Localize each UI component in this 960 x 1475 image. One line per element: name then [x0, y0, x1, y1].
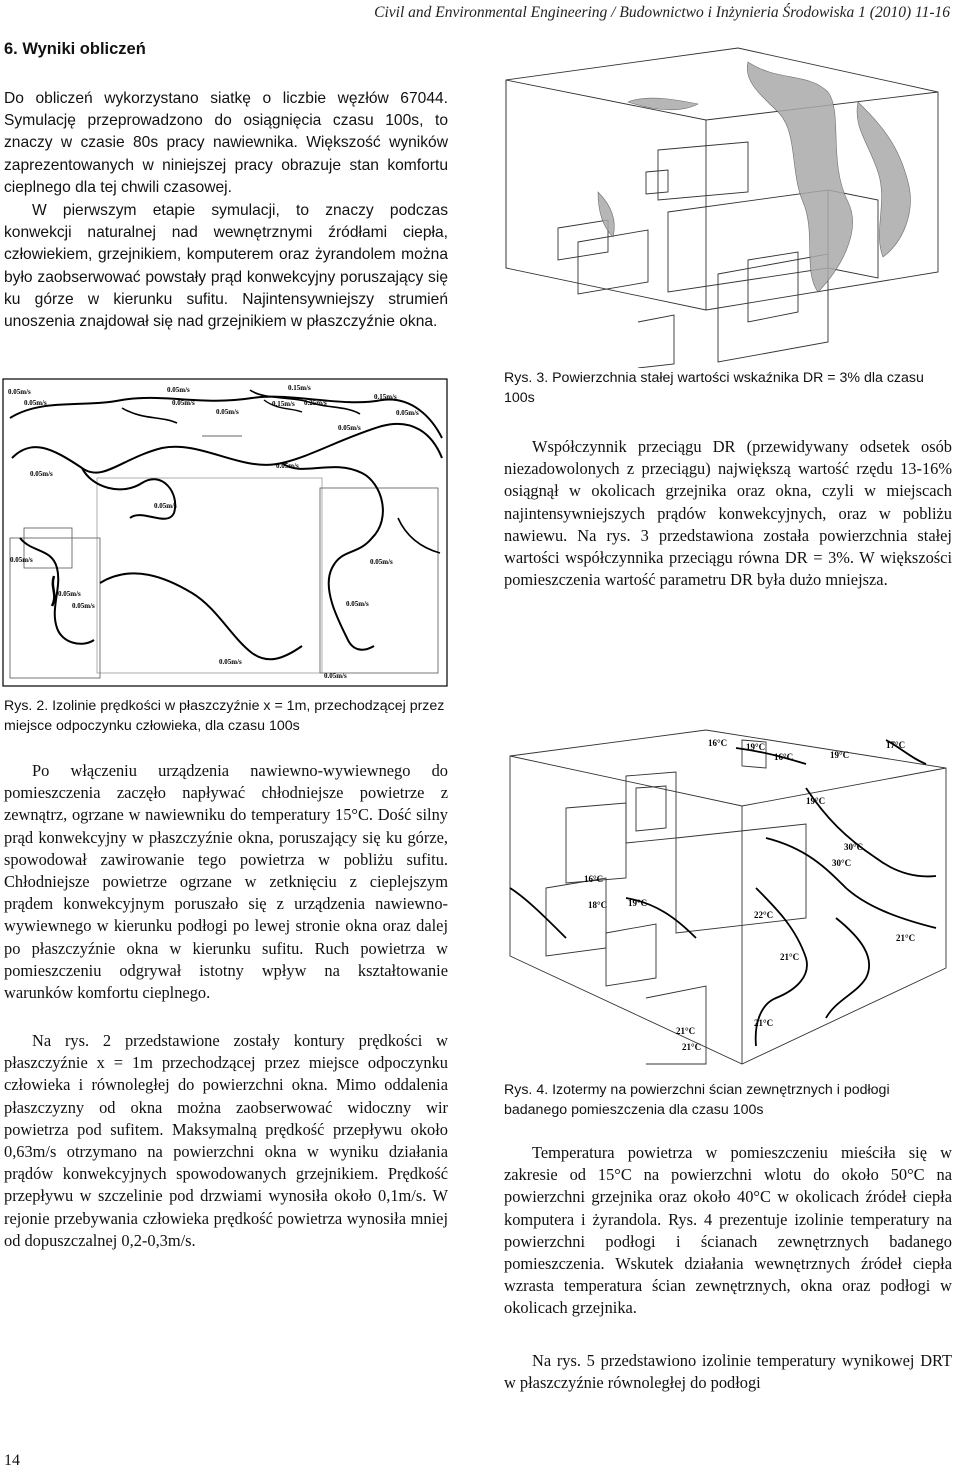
fig2-label: 0.05m/s [324, 672, 347, 680]
figure-3-dr-isosurface [498, 42, 948, 368]
right-paragraph-1: Współczynnik przeciągu DR (przewidywany odsetek osób niezadowolonych z przeciągu) największą wartość rzędu 13-16% osiągnął w okolicach grzejnika oraz okna, czyli w miejscach najintensywniejszych prądów konwekcyjnych, oraz w pobliżu nawiewu. Na rys. 3 przedstawiona została powierzchnia stałej wartości współczynnika przeciągu równa DR = 3%. W większości pomieszczenia wartość parametru DR była dużo mniejsza. [504, 437, 952, 590]
fig2-label: 0.05m/s [346, 600, 369, 608]
fig2-label: 0.05m/s [24, 399, 47, 407]
fig4-label: 16°C [774, 752, 794, 762]
fig2-label: 0.05m/s [58, 590, 81, 598]
fig2-label: 0.05m/s [172, 399, 195, 407]
fig2-label: 0.05m/s [72, 602, 95, 610]
fig2-label: 0.15m/s [288, 384, 311, 392]
fig4-label: 30°C [844, 842, 864, 852]
fig2-label: 0.05m/s [216, 408, 239, 416]
figure-4-caption: Rys. 4. Izotermy na powierzchni ścian zewnętrznych i podłogi badanego pomieszczenia dla czasu 100s [504, 1082, 890, 1118]
fig4-label: 22°C [754, 910, 774, 920]
fig4-label: 21°C [682, 1042, 702, 1052]
page-number: 14 [4, 1452, 20, 1469]
fig4-label: 21°C [896, 933, 916, 943]
fig2-label: 0.05m/s [338, 424, 361, 432]
fig2-label: 0.05m/s [219, 658, 242, 666]
left-paragraph-2: W pierwszym etapie symulacji, to znaczy podczas konwekcji naturalnej nad wewnętrznymi źródłami ciepła, człowiekiem, grzejnikiem, komputerem oraz żyrandolem można było zaobserwować powstały prąd konwekcyjny poruszający się ku górze w kierunku sufitu. Najintensywniejszy strumień unoszenia znajdował się nad grzejnikiem w płaszczyźnie okna. [4, 202, 448, 331]
fig2-label: 0.05m/s [10, 556, 33, 564]
fig4-label: 16°C [584, 874, 604, 884]
fig4-label: 21°C [754, 1018, 774, 1028]
fig2-label: 0.05m/s [167, 386, 190, 394]
fig2-label: 0.25m/s [304, 399, 327, 407]
running-head: Civil and Environmental Engineering / Budownictwo i Inżynieria Środowiska 1 (2010) 11-16 [374, 4, 950, 21]
fig2-label: 0.05m/s [370, 558, 393, 566]
fig4-label: 17°C [886, 740, 906, 750]
left-paragraph-3: Po włączeniu urządzenia nawiewno-wywiewnego do pomieszczenia zaczęło napływać chłodniejsze powietrze z zewnątrz, ogrzane w nawiewniku do temperatury 15°C. Dość silny prąd konwekcyjny w płaszczyźnie okna, poruszający się ku górze, spowodował zawirowanie tego powietrza w pobliżu sufitu. Chłodniejsze powietrze ogrzane w zetknięciu z cieplejszym prądem konwekcyjnym poruszało się z urządzenia nawiewno-wywiewnego w kierunku podłogi po lewej stronie okna oraz dalej po płaszczyźnie okna w kierunku sufitu. Ruch powietrza w pomieszczeniu odgrywał istotny wpływ na kształtowanie warunków komfortu cieplnego. [4, 761, 448, 1003]
fig2-label: 0.05m/s [276, 462, 299, 470]
fig4-label: 18°C [588, 900, 608, 910]
fig2-label: 0.05m/s [30, 470, 53, 478]
left-paragraph-4: Na rys. 2 przedstawione zostały kontury prędkości w płaszczyźnie x = 1m przechodzącej przez miejsce odpoczynku człowieka i równoległej do powierzchni okna. Mimo oddalenia płaszczyzny od okna można zaobserwować widoczny wir powietrza pod sufitem. Maksymalną prędkość przepływu około 0,63m/s otrzymano na powierzchni okna w wyniku działania prądów konwekcyjnych spowodowanych grzejnikiem. Prędkość przepływu w szczelinie pod drzwiami wynosiła około 0,1m/s. W rejonie przebywania człowieka prędkość powietrza wynosiła mniej od dopuszczalnej 0,2-0,3m/s. [4, 1031, 448, 1250]
figure-4-isotherms [506, 728, 952, 1068]
fig4-label: 19°C [628, 898, 648, 908]
fig4-label: 16°C [708, 738, 728, 748]
fig2-label: 0.15m/s [272, 400, 295, 408]
figure-2-velocity-isolines [2, 378, 448, 688]
fig4-label: 19°C [830, 750, 850, 760]
right-paragraph-3: Na rys. 5 przedstawiono izolinie temperatury wynikowej DRT w płaszczyźnie równoległej do podłogi [504, 1351, 952, 1393]
fig2-label: 0.05m/s [8, 388, 31, 396]
fig2-label: 0.05m/s [396, 409, 419, 417]
fig4-label: 19°C [746, 742, 766, 752]
fig4-label: 21°C [780, 952, 800, 962]
fig2-label: 0.15m/s [374, 393, 397, 401]
fig4-label: 19°C [806, 796, 826, 806]
fig4-label: 30°C [832, 858, 852, 868]
right-paragraph-2: Temperatura powietrza w pomieszczeniu mieściła się w zakresie od 15°C na powierzchni wlotu do około 50°C na powierzchni grzejnika oraz około 40°C w okolicach źródeł ciepła komputera i żyrandola. Rys. 4 prezentuje izolinie temperatury na powierzchni podłogi i ścianach zewnętrznych badanego pomieszczenia. Wskutek działania wewnętrznych źródeł ciepła wzrasta temperatura ścian zewnętrznych, okna oraz podłogi w okolicach grzejnika. [504, 1143, 952, 1318]
section-title: 6. Wyniki obliczeń [4, 40, 146, 58]
left-paragraph-1: Do obliczeń wykorzystano siatkę o liczbie węzłów 67044. Symulację przeprowadzono do osiągnięcia czasu 100s, to znaczy w czasie 80s pracy nawiewnika. Większość wyników zaprezentowanych w niniejszej pracy obrazuje stan komfortu cieplnego dla tej chwili czasowej. [4, 90, 448, 196]
fig4-label: 21°C [676, 1026, 696, 1036]
figure-3-caption: Rys. 3. Powierzchnia stałej wartości wskaźnika DR = 3% dla czasu 100s [504, 370, 924, 406]
figure-2-caption: Rys. 2. Izolinie prędkości w płaszczyźnie x = 1m, przechodzącej przez miejsce odpoczynku człowieka, dla czasu 100s [4, 698, 445, 734]
fig2-label: 0.05m/s [154, 502, 177, 510]
